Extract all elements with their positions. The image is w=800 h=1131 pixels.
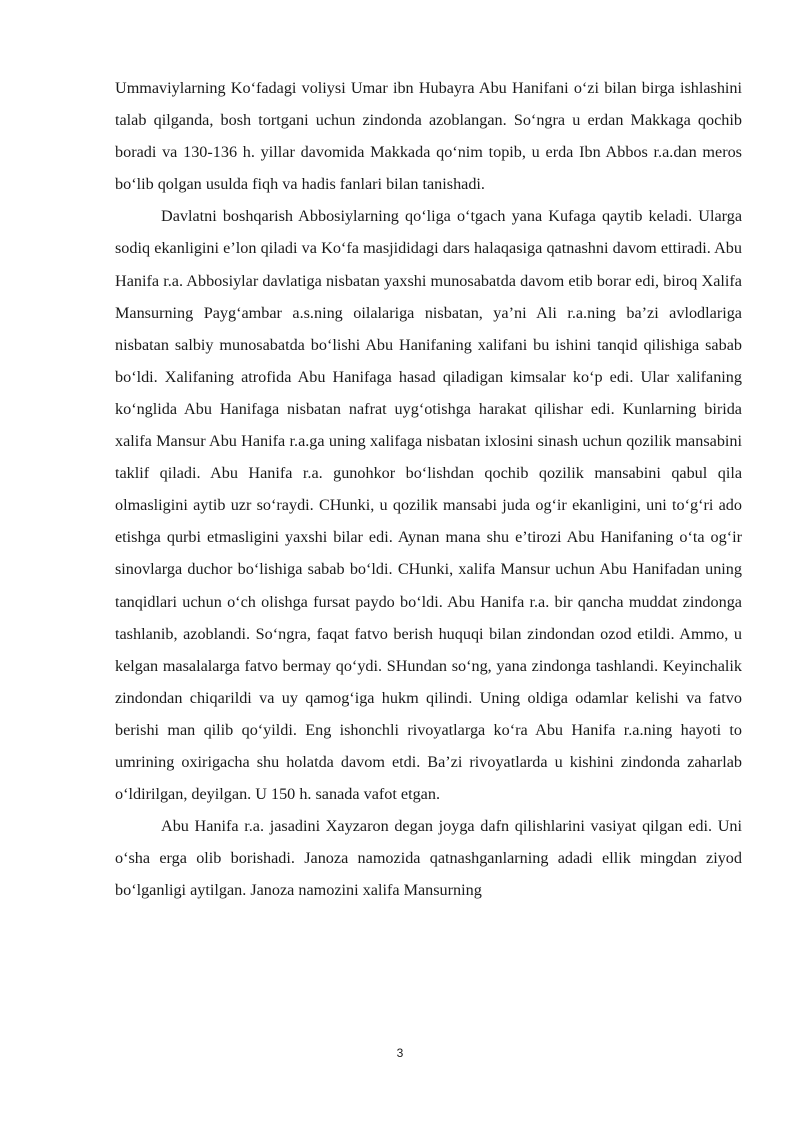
paragraph-3: Abu Hanifa r.a. jasadini Xayzaron degan joyga dafn qilishlarini vasiyat qilgan edi. Uni o‘sha erga olib borishadi. Janoza namozida qatnashganlarning adadi ellik mingdan ziyod bo‘lganligi aytilgan. Janoza namozini xalifa Mansurning: [115, 817, 742, 900]
paragraph-1: Ummaviylarning Ko‘fadagi voliysi Umar ibn Hubayra Abu Hanifani o‘zi bilan birga ishlashini talab qilganda, bosh tortgani uchun zindonda azoblangan. So‘ngra u erdan Makkaga qochib boradi va 130-136 h. yillar davomida Makkada qo‘nim topib, u erda Ibn Abbos r.a.dan meros bo‘lib qolgan usulda fiqh va hadis fanlari bilan tanishadi.: [115, 79, 742, 194]
page-number: 3: [396, 1046, 404, 1060]
paragraph-2: Davlatni boshqarish Abbosiylarning qo‘liga o‘tgach yana Kufaga qaytib keladi. Ularga sodiq ekanligini e’lon qiladi va Ko‘fa masjididagi dars halaqasiga qatnashni davom ettiradi. Abu Hanifa r.a. Abbosiylar davlatiga nisbatan yaxshi munosabatda davom etib borar edi, biroq Xalifa Mansurning Payg‘ambar a.s.ning oilalariga nisbatan, ya’ni Ali r.a.ning ba’zi avlodlariga nisbatan salbiy munosabatda bo‘lishi Abu Hanifaning xalifani bu ishini tanqid qilishiga sabab bo‘ldi. Xalifaning atrofida Abu Hanifaga hasad qiladigan kimsalar ko‘p edi. Ular xalifaning ko‘nglida Abu Hanifaga nisbatan nafrat uyg‘otishga harakat qilishar edi. Kunlarning birida xalifa Mansur Abu Hanifa r.a.ga uning xalifaga nisbatan ixlosini sinash uchun qozilik mansabini taklif qiladi. Abu Hanifa r.a. gunohkor bo‘lishdan qochib qozilik mansabini qabul qila olmasligini aytib uzr so‘raydi. CHunki, u qozilik mansabi juda og‘ir ekanligini, uni to‘g‘ri ado etishga qurbi etmasligini yaxshi bilar edi. Aynan mana shu e’tirozi Abu Hanifaning o‘ta og‘ir sinovlarga duchor bo‘lishiga sabab bo‘ldi. CHunki, xalifa Mansur uchun Abu Hanifadan uning tanqidlari uchun o‘ch olishga fursat paydo bo‘ldi. Abu Hanifa r.a. bir qancha muddat zindonga tashlanib, azoblandi. So‘ngra, faqat fatvo berish huquqi bilan zindondan ozod etildi. Ammo, u kelgan masalalarga fatvo bermay qo‘ydi. SHundan so‘ng, yana zindonga tashlandi. Keyinchalik zindondan chiqarildi va uy qamog‘iga hukm qilindi. Uning oldiga odamlar kelishi va fatvo berishi man qilib qo‘yildi. Eng ishonchli rivoyatlarga ko‘ra Abu Hanifa r.a.ning hayoti to umrining oxirigacha shu holatda davom etdi. Ba’zi rivoyatlarda u kishini zindonda zaharlab o‘ldirilgan, deyilgan. U 150 h. sanada vafot etgan.: [115, 207, 742, 804]
body-text: [115, 72, 742, 906]
